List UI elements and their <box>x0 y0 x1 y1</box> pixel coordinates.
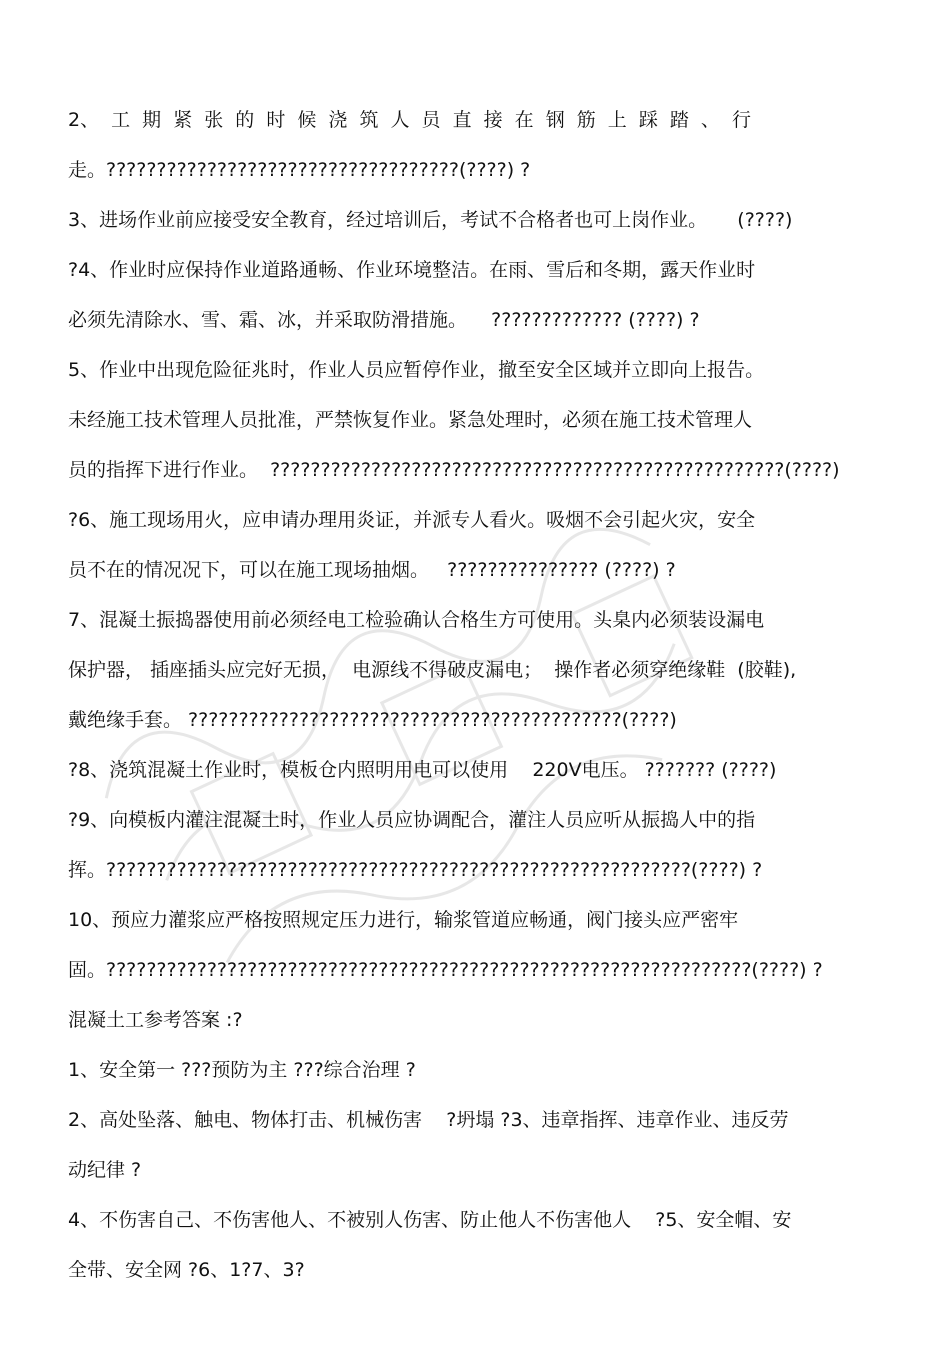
question-9-line-1: ?9、向模板内灌注混凝土时，作业人员应协调配合，灌注人员应听从振捣人中的指 <box>68 809 756 831</box>
question-7-line-1: 7、混凝土振捣器使用前必须经电工检验确认合格生方可使用。头臬内必须装设漏电 <box>68 609 765 631</box>
question-6-line-1: ?6、施工现场用火，应申请办理用炎证，并派专人看火。吸烟不会引起火灾，安全 <box>68 509 756 531</box>
question-4-line-2: 必须先清除水、雪、霜、冰，并采取防滑措施。 ????????????? (????) ? <box>68 309 700 331</box>
question-2-line-2: 走。???????????????????????????????????(????) ? <box>68 159 531 181</box>
question-7-line-2: 保护器， 插座插头应完好无损， 电源线不得破皮漏电； 操作者必须穿绝缘鞋 (胶鞋), <box>68 659 797 681</box>
question-8-line: ?8、浇筑混凝土作业时，模板仓内照明用电可以使用 220V电压。 ??????? (????) <box>68 759 777 781</box>
answer-1-line: 1、安全第一 ???预防为主 ???综合治理 ? <box>68 1059 416 1081</box>
question-4-line-1: ?4、作业时应保持作业道路通畅、作业环境整洁。在雨、雪后和冬期，露天作业时 <box>68 259 756 281</box>
answer-2-3-line-2: 动纪律 ? <box>68 1159 142 1181</box>
question-3-line: 3、进场作业前应接受安全教育，经过培训后，考试不合格者也可上岗作业。 (????) <box>68 209 793 231</box>
answer-heading: 混凝土工参考答案 :? <box>68 1009 243 1031</box>
question-7-line-3: 戴绝缘手套。 ???????????????????????????????????????????(????) <box>68 709 677 731</box>
answer-4-5-line-1: 4、不伤害自己、不伤害他人、不被别人伤害、防止他人不伤害他人 ?5、安全帽、安 <box>68 1209 792 1231</box>
question-10-line-1: 10、预应力灌浆应严格按照规定压力进行，输浆管道应畅通，阀门接头应严密牢 <box>68 909 739 931</box>
question-5-line-3: 员的指挥下进行作业。 ???????????????????????????????????????????????????(????) <box>68 459 840 481</box>
question-5-line-2: 未经施工技术管理人员批准，严禁恢复作业。紧急处理时，必须在施工技术管理人 <box>68 409 753 431</box>
question-2-line-1: 2、 工 期 紧 张 的 时 候 浇 筑 人 员 直 接 在 钢 筋 上 踩 踏 、 行 <box>68 109 751 131</box>
answer-2-3-line-1: 2、高处坠落、触电、物体打击、机械伤害 ?坍塌 ?3、违章指挥、违章作业、违反劳 <box>68 1109 789 1131</box>
answer-4-5-line-2: 全带、安全网 ?6、1?7、3? <box>68 1259 305 1281</box>
question-9-line-2: 挥。??????????????????????????????????????????????????????????(????) ? <box>68 859 763 881</box>
question-6-line-2: 员不在的情况况下，可以在施工现场抽烟。 ??????????????? (????) ? <box>68 559 676 581</box>
question-10-line-2: 固。????????????????????????????????????????????????????????????????(????) ? <box>68 959 823 981</box>
question-5-line-1: 5、作业中出现危险征兆时，作业人员应暂停作业，撤至安全区域并立即向上报告。 <box>68 359 765 381</box>
